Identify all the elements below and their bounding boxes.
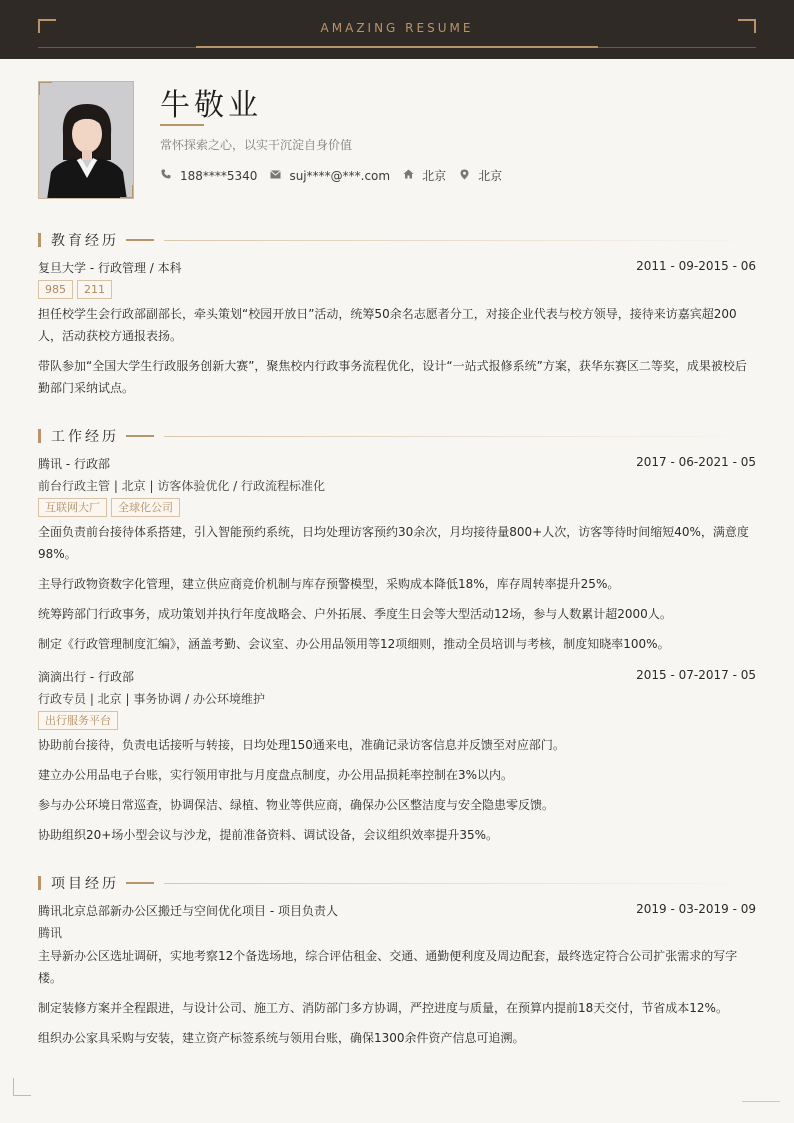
contact-home-value: 北京 xyxy=(422,169,447,183)
section-title-projects: 项目经历 xyxy=(51,876,119,892)
section-bar xyxy=(38,233,41,247)
contact-phone-value: 188****5340 xyxy=(180,168,258,183)
contact-location xyxy=(458,167,502,184)
work-bullet: 主导行政物资数字化管理，建立供应商竞价机制与库存预警模型，采购成本降低18%，库存周转率提升25%。 xyxy=(38,577,620,591)
work-date: 2017 - 06-2021 - 05 xyxy=(636,455,756,469)
work-bullet: 统筹跨部门行政事务，成功策划并执行年度战略会、户外拓展、季度生日会等大型活动12场，参与人数累计超2000人。 xyxy=(38,607,672,621)
education-bullet: 担任校学生会行政部副部长，牵头策划“校园开放日”活动，统筹50余名志愿者分工，对接企业代表与校方领导，接待来访嘉宾超200人，活动获校方通报表扬。 xyxy=(38,307,737,343)
work-tags xyxy=(38,498,184,517)
work-bullet: 建立办公用品电子台账，实行领用审批与月度盘点制度，办公用品损耗率控制在3%以内。 xyxy=(38,768,514,782)
section-title-education: 教育经历 xyxy=(51,233,119,249)
contact-phone xyxy=(160,169,257,183)
header-bar xyxy=(0,0,794,59)
header-accent-rule xyxy=(196,46,598,48)
contact-email xyxy=(269,169,390,183)
home-icon xyxy=(402,169,414,182)
brand-title: AMAZING RESUME xyxy=(320,21,474,35)
work-company: 腾讯 - 行政部 xyxy=(38,457,110,471)
education-school: 复旦大学 - 行政管理 / 本科 xyxy=(38,261,182,275)
project-bullet: 制定装修方案并全程跟进，与设计公司、施工方、消防部门多方协调，严控进度与质量，在预算内提前18天交付，节省成本12%。 xyxy=(38,1001,728,1015)
section-header-education xyxy=(38,230,756,250)
corner-ornament-bottom-left xyxy=(13,1078,31,1096)
work-tags xyxy=(38,711,122,730)
photo-corner-accent xyxy=(38,81,52,95)
work-date: 2015 - 07-2017 - 05 xyxy=(636,668,756,682)
tag: 985 xyxy=(38,280,73,299)
section-rule xyxy=(164,883,756,884)
section-bar xyxy=(38,876,41,890)
profile-photo xyxy=(38,81,134,199)
candidate-motto: 常怀探索之心，以实干沉淀自身价值 xyxy=(160,138,353,152)
contact-home xyxy=(402,167,446,184)
project-entry-header xyxy=(38,902,756,919)
work-bullet: 协助组织20+场小型会议与沙龙，提前准备资料、调试设备，会议组织效率提升35%。 xyxy=(38,828,498,842)
section-header-projects xyxy=(38,873,756,893)
section-rule xyxy=(164,436,756,437)
education-tags xyxy=(38,280,116,299)
tag: 出行服务平台 xyxy=(38,711,118,730)
work-company: 滴滴出行 - 行政部 xyxy=(38,670,134,684)
education-bullet: 带队参加“全国大学生行政服务创新大赛”，聚焦校内行政事务流程优化，设计“一站式报修系统”方案，获华东赛区二等奖，成果被校后勤部门采纳试点。 xyxy=(38,359,747,395)
contact-info xyxy=(160,167,514,184)
section-rule xyxy=(164,240,756,241)
corner-ornament-bottom-right xyxy=(742,1101,780,1102)
section-accent xyxy=(126,239,154,241)
project-date: 2019 - 03-2019 - 09 xyxy=(636,902,756,916)
section-header-work xyxy=(38,426,756,446)
work-bullet: 制定《行政管理制度汇编》，涵盖考勤、会议室、办公用品领用等12项细则，推动全员培训与考核，制度知晓率100%。 xyxy=(38,637,670,651)
phone-icon xyxy=(160,169,172,182)
education-date: 2011 - 09-2015 - 06 xyxy=(636,259,756,273)
work-bullet: 参与办公环境日常巡查，协调保洁、绿植、物业等供应商，确保办公区整洁度与安全隐患零反馈。 xyxy=(38,798,555,812)
project-bullet: 主导新办公区选址调研，实地考察12个备选场地，综合评估租金、交通、通勤便利度及周边配套，最终选定符合公司扩张需求的写字楼。 xyxy=(38,949,738,985)
mail-icon xyxy=(269,170,281,182)
tag: 211 xyxy=(77,280,112,299)
section-title-work: 工作经历 xyxy=(51,429,119,445)
project-title: 腾讯北京总部新办公区搬迁与空间优化项目 - 项目负责人 xyxy=(38,904,338,918)
work-role: 前台行政主管 | 北京 | 访客体验优化 / 行政流程标准化 xyxy=(38,479,326,493)
work-role: 行政专员 | 北京 | 事务协调 / 办公环境维护 xyxy=(38,692,266,706)
section-bar xyxy=(38,429,41,443)
person-avatar-icon xyxy=(39,82,134,199)
project-bullet: 组织办公家具采购与安装，建立资产标签系统与领用台账，确保1300余件资产信息可追溯。 xyxy=(38,1031,525,1045)
work-entry-header xyxy=(38,668,756,685)
candidate-name: 牛敬业 xyxy=(160,88,262,123)
tag: 全球化公司 xyxy=(111,498,180,517)
section-accent xyxy=(126,882,154,884)
project-org: 腾讯 xyxy=(38,926,63,940)
contact-email-value: suj****@***.com xyxy=(289,168,391,183)
education-entry-header xyxy=(38,259,756,276)
work-entry-header xyxy=(38,455,756,472)
photo-corner-accent xyxy=(120,185,134,199)
location-pin-icon xyxy=(458,169,470,183)
name-underline xyxy=(160,124,204,126)
work-bullet: 协助前台接待，负责电话接听与转接，日均处理150通来电，准确记录访客信息并反馈至对应部门。 xyxy=(38,738,565,752)
contact-location-value: 北京 xyxy=(478,169,503,183)
section-accent xyxy=(126,435,154,437)
tag: 互联网大厂 xyxy=(38,498,107,517)
work-bullet: 全面负责前台接待体系搭建，引入智能预约系统，日均处理访客预约30余次，月均接待量800+人次，访客等待时间缩短40%，满意度98%。 xyxy=(38,525,749,561)
